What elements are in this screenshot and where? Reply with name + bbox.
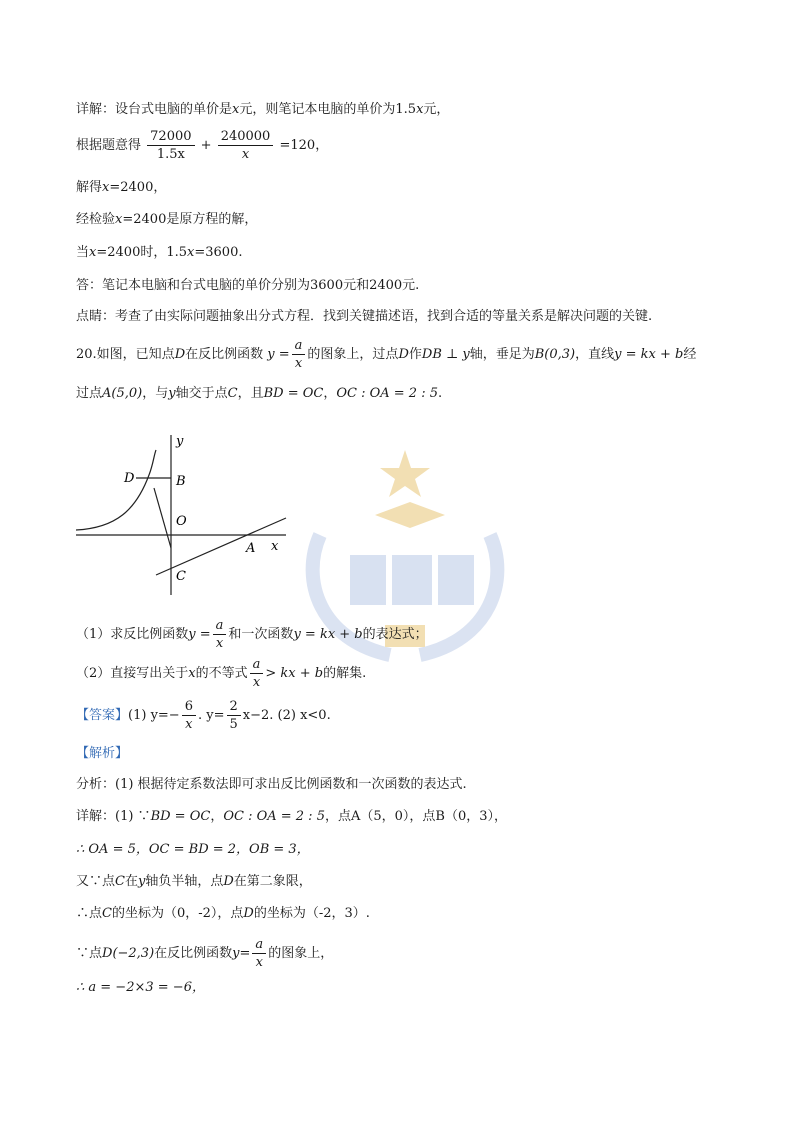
fraction-240000: $\frac{240000}{x}$ xyxy=(218,128,274,163)
coordinate-graph xyxy=(76,430,296,605)
solution-line-3: 解得x=2400， xyxy=(76,180,167,195)
comment-line: 点睛：考查了由实际问题抽象出分式方程．找到关键描述语，找到合适的等量关系是解决问题的关键. xyxy=(76,309,653,324)
detail-line-1: 详解：(1) ∵BD = OC，OC : OA = 2 : 5，点A（5，0），点B（0，3）， xyxy=(76,809,507,824)
detail-line-2: ∴ OA = 5，OC = BD = 2，OB = 3， xyxy=(76,842,310,857)
point-b-label: B xyxy=(176,474,186,489)
detail-line-5: ∵点D(−2,3)在反比例函数y= $\frac{a}{x}$ 的图象上， xyxy=(76,937,334,970)
answer-line: 答：笔记本电脑和台式电脑的单价分别为3600元和2400元. xyxy=(76,278,420,293)
question-20-line-1: 20.如图，已知点D在反比例函数 y = $\frac{a}{x}$ 的图象上，过点D作DB ⊥ y轴，垂足为B(0,3)，直线y = kx + b经 xyxy=(76,338,697,371)
detail-line-3: 又∵点C在y轴负半轴，点D在第二象限， xyxy=(76,874,312,889)
solution-line-4: 经检验x=2400是原方程的解， xyxy=(76,212,258,227)
equation-line: 根据题意得 $\frac{72000}{1.5x}$ + $\frac{240000}{x}$ =120， xyxy=(76,129,329,162)
part-1: （1）求反比例函数y = $\frac{a}{x}$ 和一次函数y = kx + b的表达式； xyxy=(76,618,428,651)
point-a-label: A xyxy=(246,541,256,556)
analysis-tag: 【解析】 xyxy=(76,746,129,761)
point-c-label: C xyxy=(176,569,186,584)
origin-label: O xyxy=(176,514,187,529)
axis-x-label: x xyxy=(271,539,279,554)
point-d-label: D xyxy=(124,471,135,486)
question-20-line-2: 过点A(5,0)，与y轴交于点C，且BD = OC，OC : OA = 2 : 5. xyxy=(76,386,443,401)
analysis-line: 分析：(1) 根据待定系数法即可求出反比例函数和一次函数的表达式. xyxy=(76,777,467,792)
detail-line-4: ∴点C的坐标为（0，-2），点D的坐标为（-2，3）. xyxy=(76,906,370,921)
answer-block: 【答案】(1) y=− $\frac{6}{x}$ . y= $\frac{2}{5}$ x−2. (2) x<0. xyxy=(76,699,331,732)
axis-y-label: y xyxy=(176,434,184,449)
part-2: （2）直接写出关于x的不等式 $\frac{a}{x}$ > kx + b的解集. xyxy=(76,657,367,690)
solution-line-5: 当x=2400时，1.5x=3600. xyxy=(76,245,243,260)
detail-line-6: ∴ a = −2×3 = −6， xyxy=(76,980,205,995)
fraction-72000: $\frac{72000}{1.5x}$ xyxy=(147,128,194,163)
solution-line-1: 详解：设台式电脑的单价是x元，则笔记本电脑的单价为1.5x元， xyxy=(76,102,450,117)
